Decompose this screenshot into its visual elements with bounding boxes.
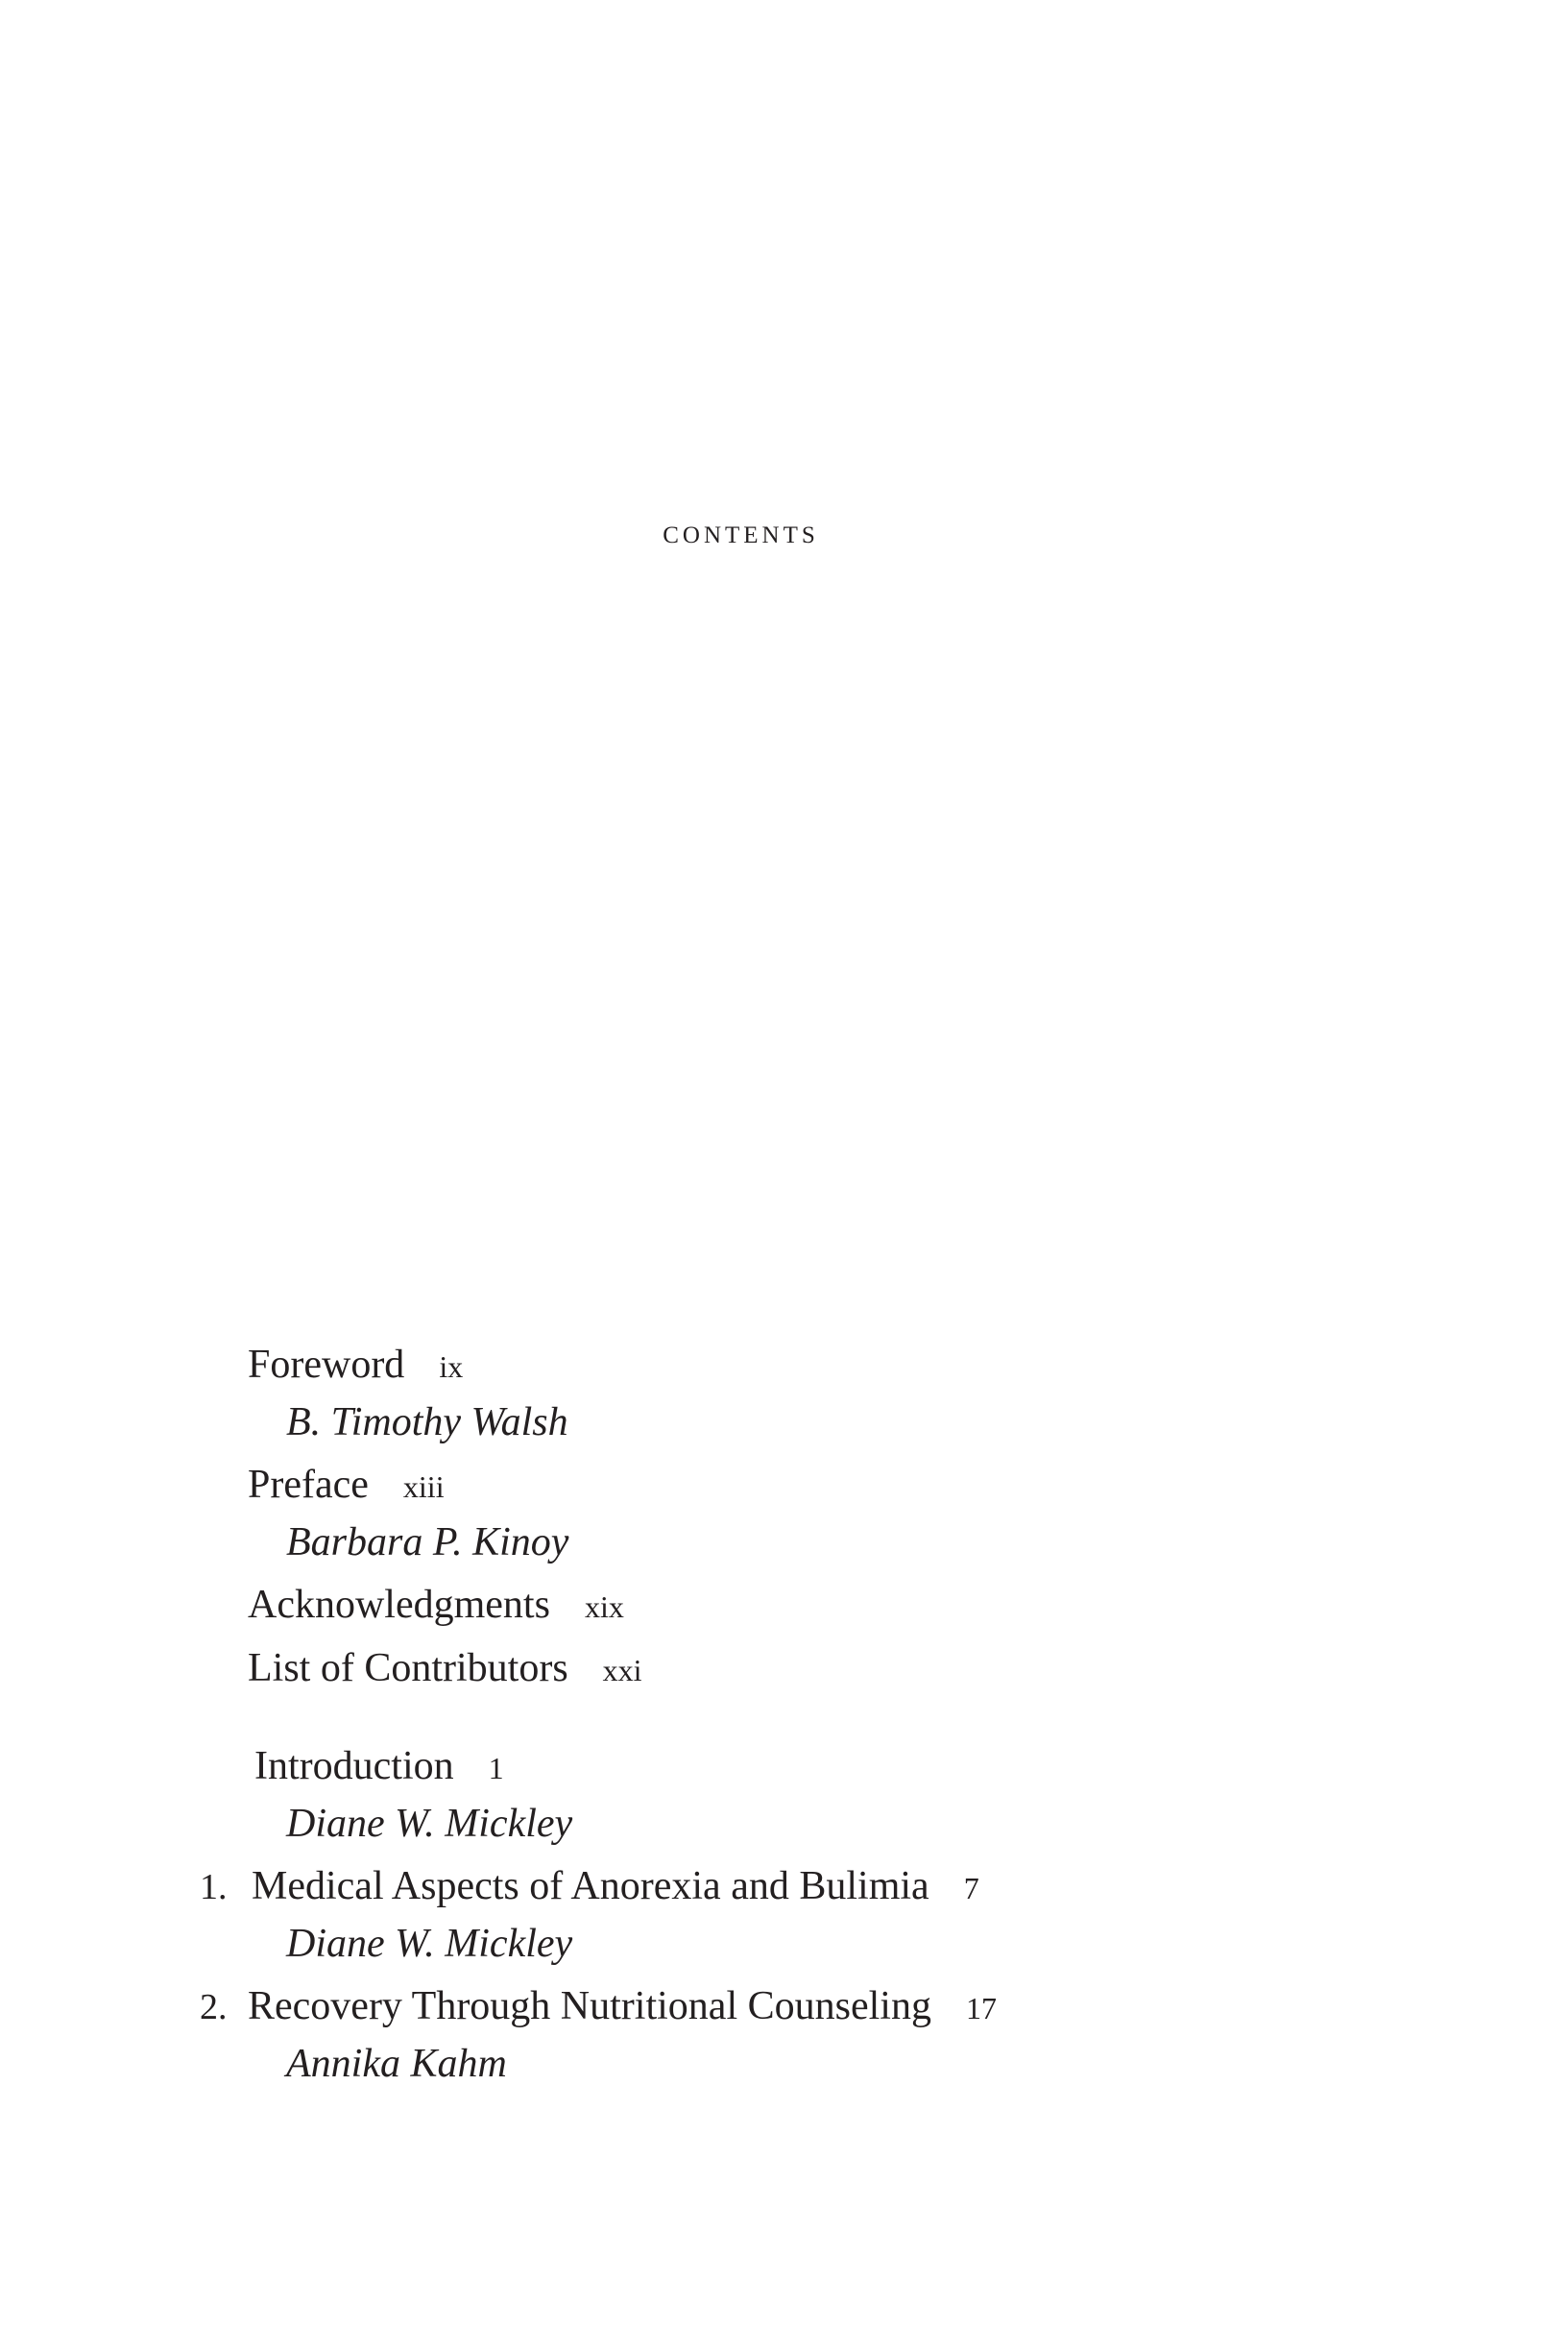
contents-heading: contents <box>663 512 819 550</box>
toc-entry-preface[interactable] <box>248 1465 445 1505</box>
toc-entry-acknowledgments[interactable] <box>248 1585 624 1625</box>
toc-entry-chapter-2[interactable] <box>248 1986 997 2026</box>
entry-page: ix <box>439 1349 464 1384</box>
entry-title: Foreword <box>248 1343 405 1387</box>
toc-entry-list-of-contributors[interactable] <box>248 1648 642 1688</box>
entry-title: List of Contributors <box>248 1646 568 1690</box>
entry-page: 17 <box>965 1991 997 2025</box>
entry-title: Acknowledgments <box>248 1583 550 1627</box>
entry-author: Diane W. Mickley <box>286 1802 573 1846</box>
entry-page: 7 <box>963 1871 979 1905</box>
entry-title: Introduction <box>254 1744 454 1788</box>
entry-page: xiii <box>402 1469 445 1504</box>
chapter-number: 2. <box>200 1987 228 2027</box>
chapter-number: 1. <box>200 1867 228 1907</box>
entry-title: Recovery Through Nutritional Counseling <box>248 1984 931 2028</box>
entry-author: Annika Kahm <box>286 2042 507 2086</box>
entry-author: B. Timothy Walsh <box>286 1400 568 1444</box>
toc-entry-introduction[interactable] <box>254 1746 504 1786</box>
entry-title: Medical Aspects of Anorexia and Bulimia <box>252 1864 929 1908</box>
entry-page: xix <box>584 1589 624 1624</box>
entry-page: 1 <box>488 1751 504 1785</box>
toc-entry-chapter-1[interactable] <box>252 1866 979 1906</box>
toc-entry-foreword[interactable] <box>248 1345 463 1385</box>
entry-author: Barbara P. Kinoy <box>286 1520 569 1564</box>
entry-title: Preface <box>248 1463 369 1507</box>
entry-page: xxi <box>602 1653 642 1687</box>
entry-author: Diane W. Mickley <box>286 1922 573 1966</box>
